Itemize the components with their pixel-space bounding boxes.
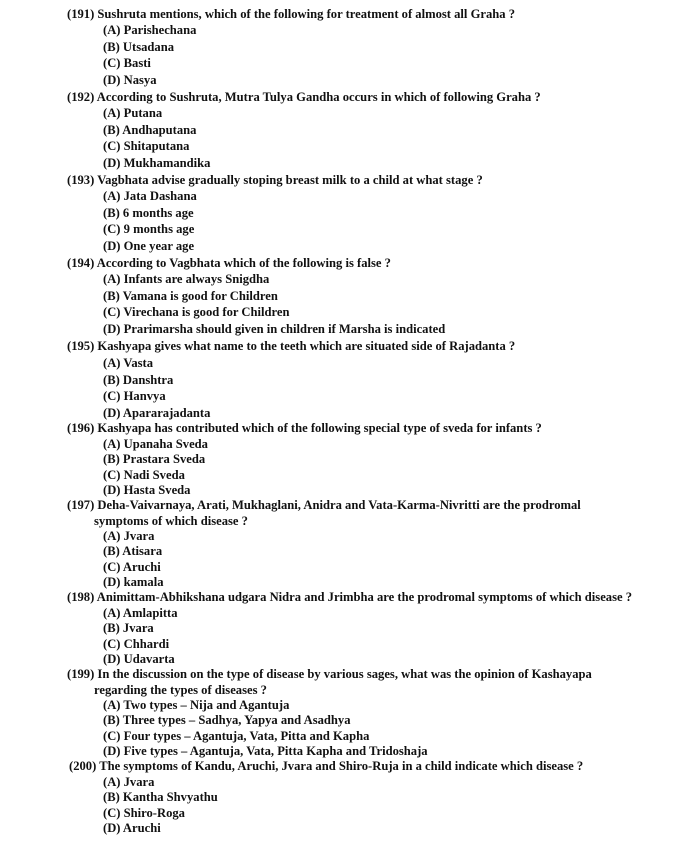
question-199: (199) In the discussion on the type of disease by various sages, what was the opinion of Kashayapa (67, 667, 592, 681)
option-193-c: (C) 9 months age (103, 222, 195, 236)
option-198-b: (B) Jvara (103, 621, 154, 635)
option-196-d: (D) Hasta Sveda (103, 483, 191, 497)
option-195-d: (D) Apararajadanta (103, 406, 211, 420)
option-197-c: (C) Aruchi (103, 560, 161, 574)
option-192-b: (B) Andhaputana (103, 123, 197, 137)
question-196: (196) Kashyapa has contributed which of the following special type of sveda for infants ? (67, 421, 542, 435)
option-200-c: (C) Shiro-Roga (103, 806, 185, 820)
option-196-c: (C) Nadi Sveda (103, 468, 185, 482)
option-197-b: (B) Atisara (103, 544, 163, 558)
option-198-a: (A) Amlapitta (103, 606, 178, 620)
option-195-c: (C) Hanvya (103, 389, 166, 403)
option-195-b: (B) Danshtra (103, 373, 174, 387)
option-199-b: (B) Three types – Sadhya, Yapya and Asadhya (103, 713, 351, 727)
option-200-d: (D) Aruchi (103, 821, 161, 835)
question-193: (193) Vagbhata advise gradually stoping breast milk to a child at what stage ? (67, 173, 483, 187)
question-194: (194) According to Vagbhata which of the following is false ? (67, 256, 391, 270)
option-191-b: (B) Utsadana (103, 40, 175, 54)
question-198: (198) Animittam-Abhikshana udgara Nidra and Jrimbha are the prodromal symptoms of which disease ? (67, 590, 633, 604)
option-197-a: (A) Jvara (103, 529, 155, 543)
option-192-c: (C) Shitaputana (103, 139, 190, 153)
option-195-a: (A) Vasta (103, 356, 154, 370)
option-194-d: (D) Prarimarsha should given in children if Marsha is indicated (103, 322, 446, 336)
option-199-a: (A) Two types – Nija and Agantuja (103, 698, 290, 712)
question-197-continuation: symptoms of which disease ? (94, 514, 248, 528)
option-193-b: (B) 6 months age (103, 206, 194, 220)
option-194-c: (C) Virechana is good for Children (103, 305, 290, 319)
option-196-b: (B) Prastara Sveda (103, 452, 206, 466)
option-191-d: (D) Nasya (103, 73, 157, 87)
question-200: (200) The symptoms of Kandu, Aruchi, Jvara and Shiro-Ruja in a child indicate which disease ? (69, 759, 584, 773)
question-191: (191) Sushruta mentions, which of the following for treatment of almost all Graha ? (67, 7, 515, 21)
option-200-b: (B) Kantha Shvyathu (103, 790, 218, 804)
question-199-continuation: regarding the types of diseases ? (94, 683, 267, 697)
option-192-d: (D) Mukhamandika (103, 156, 211, 170)
option-194-b: (B) Vamana is good for Children (103, 289, 278, 303)
option-198-c: (C) Chhardi (103, 637, 170, 651)
option-193-d: (D) One year age (103, 239, 195, 253)
option-198-d: (D) Udavarta (103, 652, 175, 666)
option-191-c: (C) Basti (103, 56, 151, 70)
option-192-a: (A) Putana (103, 106, 163, 120)
option-199-c: (C) Four types – Agantuja, Vata, Pitta and Kapha (103, 729, 370, 743)
option-196-a: (A) Upanaha Sveda (103, 437, 208, 451)
option-199-d: (D) Five types – Agantuja, Vata, Pitta Kapha and Tridoshaja (103, 744, 428, 758)
question-195: (195) Kashyapa gives what name to the teeth which are situated side of Rajadanta ? (67, 339, 516, 353)
option-193-a: (A) Jata Dashana (103, 189, 197, 203)
option-200-a: (A) Jvara (103, 775, 155, 789)
option-194-a: (A) Infants are always Snigdha (103, 272, 270, 286)
option-197-d: (D) kamala (103, 575, 164, 589)
question-197: (197) Deha-Vaivarnaya, Arati, Mukhaglani, Anidra and Vata-Karma-Nivritti are the prodromal (67, 498, 581, 512)
option-191-a: (A) Parishechana (103, 23, 197, 37)
question-192: (192) According to Sushruta, Mutra Tulya Gandha occurs in which of following Graha ? (67, 90, 541, 104)
